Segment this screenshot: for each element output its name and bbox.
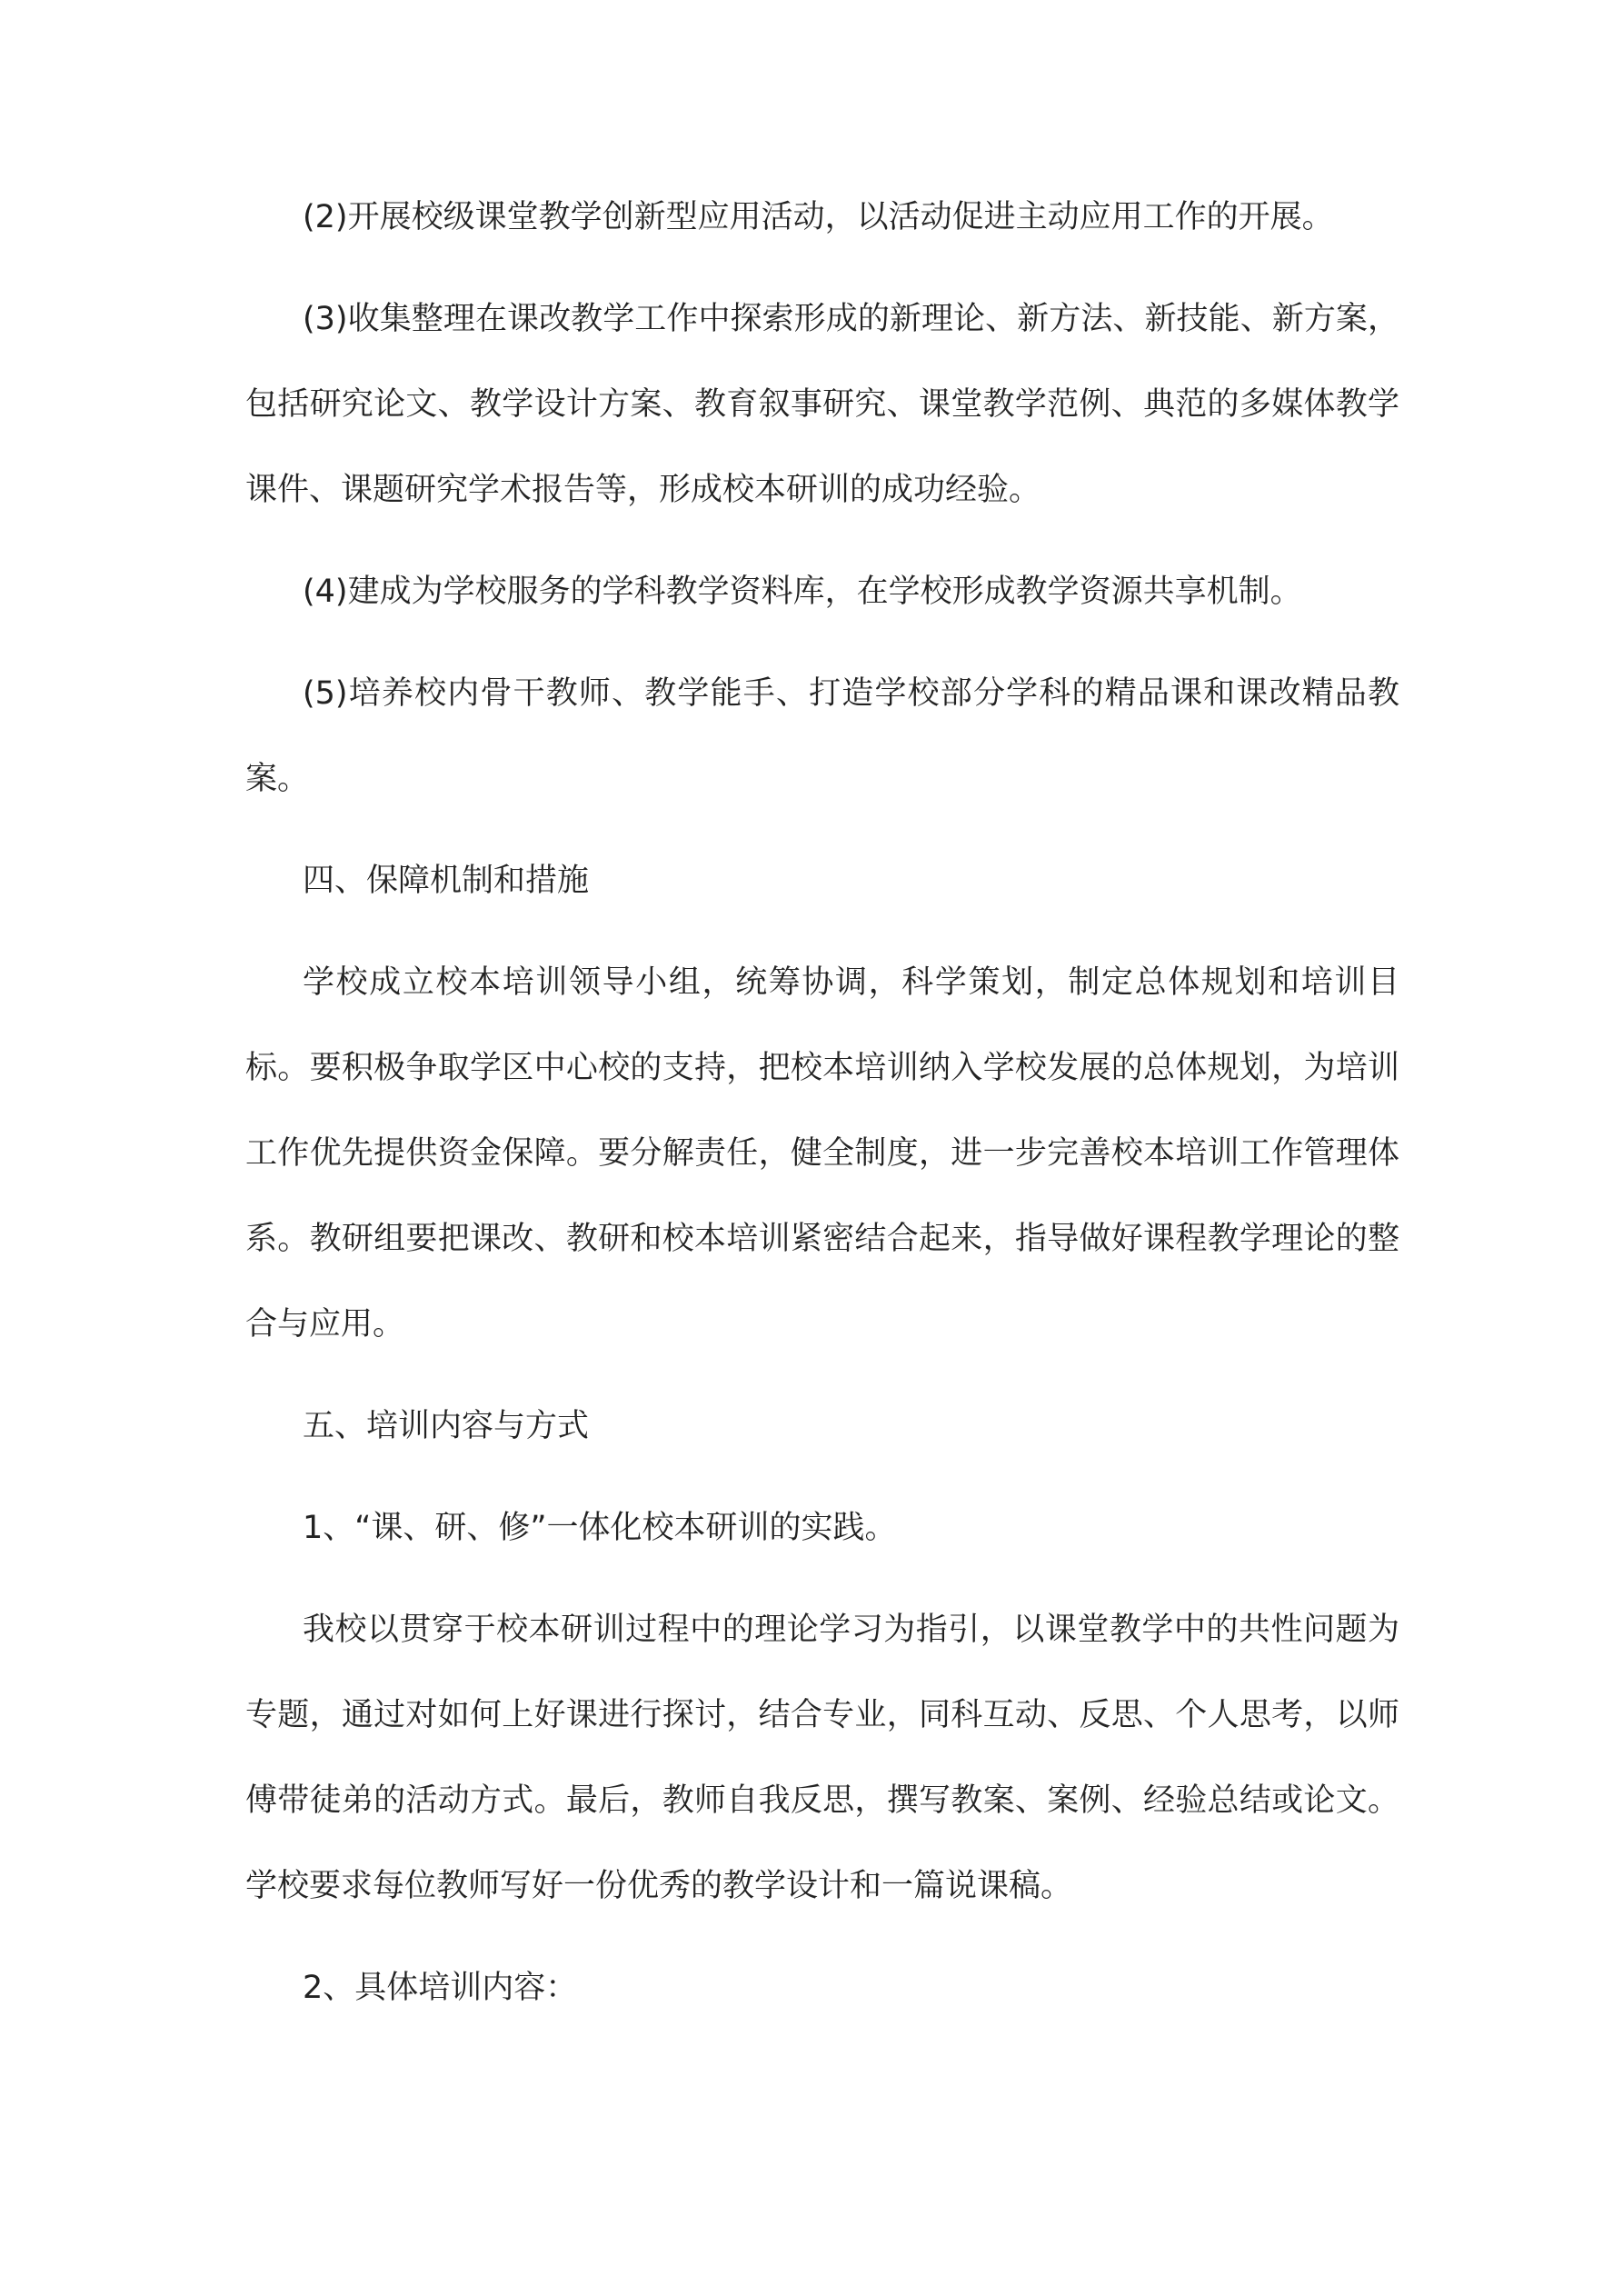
document-body <box>245 175 1399 2031</box>
paragraph-guarantee-measures: 学校成立校本培训领导小组，统筹协调，科学策划，制定总体规划和培训目标。要积极争取学区中心校的支持，把校本培训纳入学校发展的总体规划，为培训工作优先提供资金保障。要分解责任，健全制度，进一步完善校本培训工作管理体系。教研组要把课改、教研和校本培训紧密结合起来，指导做好课程教学理论的整合与应用。 <box>245 964 1399 1343</box>
paragraph-activity-innovation: (2)开展校级课堂教学创新型应用活动，以活动促进主动应用工作的开展。 <box>303 199 1334 235</box>
section-heading-guarantee: 四、保障机制和措施 <box>303 863 590 899</box>
paragraph-teacher-training: (5)培养校内骨干教师、教学能手、打造学校部分学科的精品课和课改精品教案。 <box>245 675 1399 797</box>
paragraph-school-approach: 我校以贯穿于校本研训过程中的理论学习为指引，以课堂教学中的共性问题为专题，通过对如何上好课进行探讨，结合专业，同科互动、反思、个人思考，以师傅带徒弟的活动方式。最后，教师自我反思，撰写教案、案例、经验总结或论文。学校要求每位教师写好一份优秀的教学设计和一篇说课稿。 <box>245 1612 1399 1904</box>
subheading-specific-content: 2、具体培训内容： <box>303 1970 578 2006</box>
subheading-integrated-practice: 1、“课、研、修”一体化校本研训的实践。 <box>303 1510 897 1546</box>
paragraph-collect-achievements: (3)收集整理在课改教学工作中探索形成的新理论、新方法、新技能、新方案，包括研究论文、教学设计方案、教育叙事研究、课堂教学范例、典范的多媒体教学课件、课题研究学术报告等，形成校本研训的成功经验。 <box>245 301 1399 508</box>
paragraph-resource-library: (4)建成为学校服务的学科教学资料库，在学校形成教学资源共享机制。 <box>303 574 1302 610</box>
section-heading-training-content: 五、培训内容与方式 <box>303 1408 590 1444</box>
